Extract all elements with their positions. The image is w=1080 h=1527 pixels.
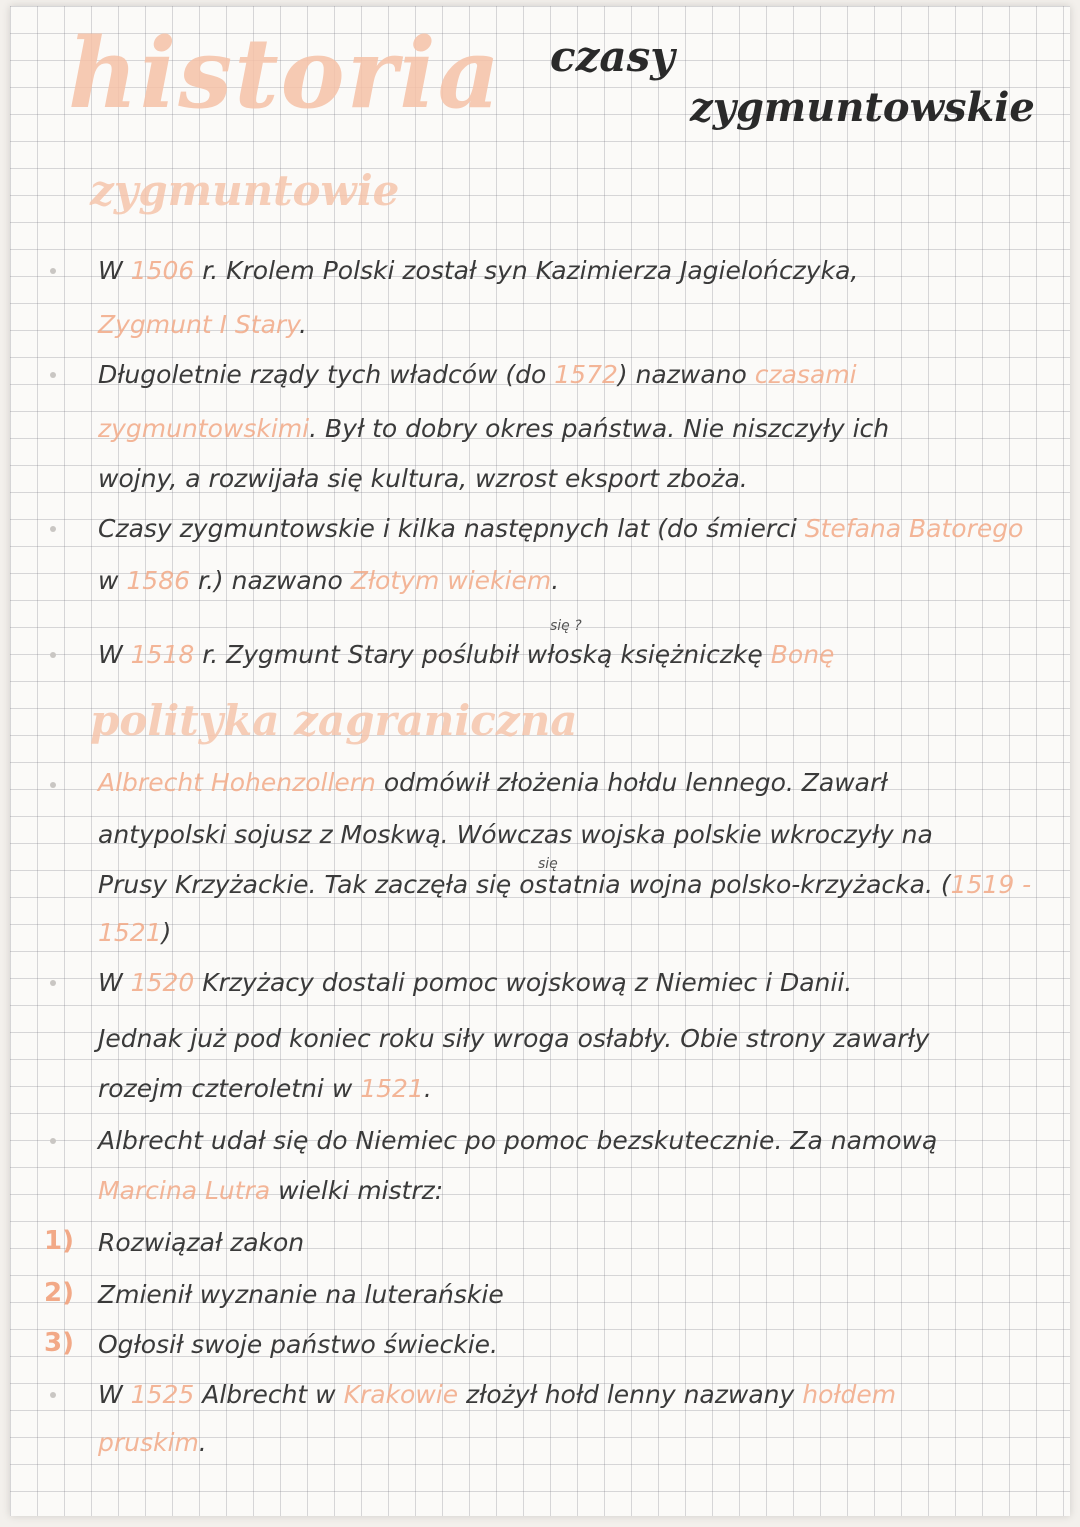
note-line: antypolski sojusz z Moskwą. Wówczas wojska polskie wkroczyły na [98, 820, 933, 849]
note-line [98, 258, 1050, 283]
text: złożył hołd lenny nazwany [458, 1380, 803, 1409]
note-line [98, 920, 1050, 945]
text: Krzyżacy dostali pomoc wojskową z Niemiec i Danii. [194, 968, 853, 997]
term-highlight: czasami [754, 360, 857, 389]
text: odmówił złożenia hołdu lennego. Zawarł [375, 768, 888, 797]
bullet-dot [50, 526, 56, 532]
list-item: Rozwiązał zakon [98, 1228, 305, 1257]
name-highlight: Marcina Lutra [98, 1176, 271, 1205]
bullet-dot [50, 268, 56, 274]
year-highlight: 1519 - [950, 870, 1032, 899]
bullet-dot [50, 782, 56, 788]
name-highlight: Bonę [770, 640, 835, 669]
bullet-dot [50, 1138, 56, 1144]
year-highlight: 1525 [130, 1380, 195, 1409]
section-heading-zygmuntowie: zygmuntowie [90, 166, 400, 215]
notebook-page [10, 6, 1070, 1516]
term-highlight: pruskim [98, 1428, 199, 1457]
bullet-dot [50, 980, 56, 986]
note-line [98, 1430, 1050, 1455]
list-number: 3) [44, 1328, 74, 1358]
text: ) [161, 918, 172, 947]
text: wielki mistrz: [270, 1176, 444, 1205]
note-line [98, 416, 1050, 441]
note-line [98, 362, 1050, 387]
term-highlight: Złotym wiekiem [350, 566, 552, 595]
note-line: Albrecht udał się do Niemiec po pomoc bezskutecznie. Za namową [98, 1126, 938, 1155]
year-highlight: 1586 [126, 566, 191, 595]
text: r.) nazwano [190, 566, 351, 595]
text: W [98, 1380, 131, 1409]
list-number: 1) [44, 1226, 74, 1256]
term-highlight: zygmuntowskimi [98, 414, 310, 443]
text: . [198, 1428, 207, 1457]
text: . [299, 310, 307, 339]
text: r. Krolem Polski został syn Kazimierza Jagielończyka, [194, 256, 859, 285]
text: . [551, 566, 560, 595]
note-line [98, 872, 1050, 897]
bullet-dot [50, 372, 56, 378]
note-line [98, 1076, 1050, 1101]
text: Prusy Krzyżackie. Tak zaczęła się ostatnia wojna polsko-krzyżacka. ( [98, 870, 951, 899]
note-line [98, 970, 1050, 995]
note-line [98, 770, 1050, 795]
bullet-dot [50, 1392, 56, 1398]
text: W [98, 968, 131, 997]
note-line [98, 1178, 1050, 1203]
text: Czasy zygmuntowskie i kilka następnych lat (do śmierci [98, 514, 805, 543]
topic-title-line2: zygmuntowskie [690, 84, 1035, 131]
year-highlight: 1506 [130, 256, 195, 285]
list-item: Zmienił wyznanie na luterańskie [98, 1280, 504, 1309]
year-highlight: 1521 [360, 1074, 424, 1103]
margin-note: się [538, 856, 558, 872]
text: W [98, 640, 131, 669]
note-line [98, 642, 1050, 667]
text: . Był to dobry okres państwa. Nie niszczyły ich [309, 414, 890, 443]
list-item: Ogłosił swoje państwo świeckie. [98, 1330, 498, 1359]
name-highlight: Stefana Batorego [804, 514, 1024, 543]
note-line [98, 1382, 1050, 1407]
text: w [98, 566, 127, 595]
year-highlight: 1520 [130, 968, 195, 997]
text: ) nazwano [617, 360, 755, 389]
text: . [423, 1074, 432, 1103]
section-heading-polityka: polityka zagraniczna [90, 696, 578, 745]
year-highlight: 1521 [98, 918, 162, 947]
margin-note: się ? [550, 618, 582, 634]
note-line [98, 568, 1050, 593]
list-number: 2) [44, 1278, 74, 1308]
bullet-dot [50, 652, 56, 658]
text: rozejm czteroletni w [98, 1074, 361, 1103]
text: r. Zygmunt Stary poślubił włoską księżniczkę [194, 640, 771, 669]
text: Albrecht w [194, 1380, 344, 1409]
text: Długoletnie rządy tych władców (do [98, 360, 555, 389]
text: W [98, 256, 131, 285]
term-highlight: hołdem [802, 1380, 897, 1409]
page-title: historia [68, 17, 502, 130]
note-line [98, 312, 1050, 337]
year-highlight: 1572 [554, 360, 618, 389]
name-highlight: Zygmunt I Stary [98, 310, 300, 339]
place-highlight: Krakowie [343, 1380, 459, 1409]
year-highlight: 1518 [130, 640, 195, 669]
note-line: wojny, a rozwijała się kultura, wzrost eksport zboża. [98, 464, 748, 493]
note-line [98, 516, 1050, 541]
note-line: Jednak już pod koniec roku siły wroga osłabły. Obie strony zawarły [98, 1024, 930, 1053]
topic-title-line1: czasy [550, 32, 675, 81]
name-highlight: Albrecht Hohenzollern [98, 768, 376, 797]
